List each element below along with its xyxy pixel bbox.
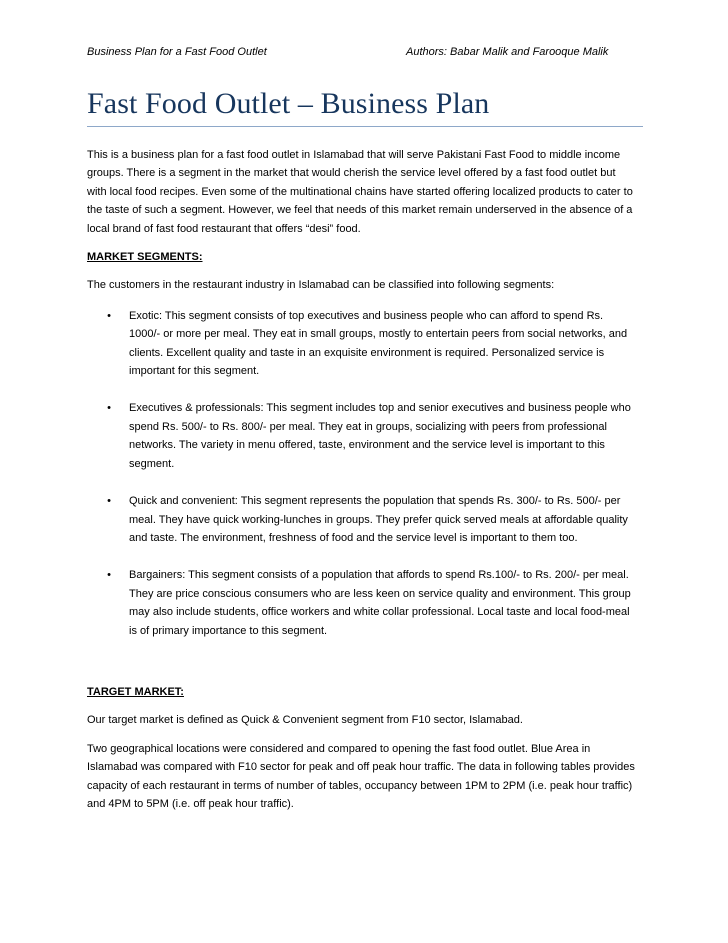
segment-text: Exotic: This segment consists of top executives and business people who can afford to spend Rs. 1000/- or more per meal. They eat in small groups, mostly to entertain peers from social networks, and clients. Excellent quality and taste in an exquisite environment is required. Personalized service is important for this segment. (129, 309, 628, 378)
bullet-icon: • (107, 569, 111, 582)
intro-paragraph: This is a business plan for a fast food outlet in Islamabad that will serve Pakistani Fast Food to middle income groups. There is a segment in the market that would cherish the service level offered by a fast food outlet but with local food recipes. Even some of the multinational chains have started offering localized products to cater to the taste of such a segment. However, we feel that needs of this market remain underserved in the absence of a local brand of fast food restaurant that offers “desi” food. (87, 149, 633, 235)
segment-text: Quick and convenient: This segment represents the population that spends Rs. 300/- to Rs. 500/- per meal. They have quick working-lunches in groups. They prefer quick served meals at affordable quality and taste. The environment, freshness of food and the service level is important to them too. (129, 495, 628, 544)
target-market-paragraph-2: Two geographical locations were considered and compared to opening the fast food outlet. Blue Area in Islamabad was compared with F10 sector for peak and off peak hour traffic. The data in following tables provides capacity of each restaurant in terms of number of tables, occupancy between 1PM to 2PM (i.e. peak hour traffic) and 4PM to 5PM (i.e. off peak hour traffic). (87, 742, 635, 810)
segment-list (87, 307, 637, 640)
market-segments-heading: MARKET SEGMENTS: (87, 251, 203, 264)
header-authors: Authors: Babar Malik and Farooque Malik (406, 46, 609, 58)
bullet-icon: • (107, 309, 111, 322)
segment-text: Bargainers: This segment consists of a population that affords to spend Rs.100/- to Rs. 200/- per meal. They are price conscious consumers who are less keen on service quality and environment. This group may also include students, office workers and white collar professional. Local taste and local food-meal is of primary importance to this segment. (129, 569, 631, 637)
header-document-name: Business Plan for a Fast Food Outlet (87, 46, 267, 58)
market-segments-lead: The customers in the restaurant industry in Islamabad can be classified into following segments: (87, 279, 555, 292)
section-spacer (87, 659, 637, 683)
segment-item-quick-convenient (87, 492, 637, 547)
bullet-icon: • (107, 402, 111, 415)
target-market-heading: TARGET MARKET: (87, 685, 184, 698)
document-title: Fast Food Outlet – Business Plan (87, 87, 490, 120)
segment-item-bargainers (87, 566, 637, 640)
bullet-icon: • (107, 495, 111, 508)
segment-item-exotic (87, 307, 637, 381)
running-header (87, 44, 633, 60)
document-body (87, 146, 637, 823)
title-underline-rule (87, 126, 643, 127)
segment-text: Executives & professionals: This segment includes top and senior executives and business people who spend Rs. 500/- to Rs. 800/- per meal. They eat in groups, socializing with peers from professional networks. The variety in menu offered, taste, environment and the service level is important to this segment. (129, 402, 631, 470)
segment-item-executives (87, 399, 637, 473)
target-market-paragraph-1: Our target market is defined as Quick & Convenient segment from F10 sector, Islamabad. (87, 714, 523, 727)
